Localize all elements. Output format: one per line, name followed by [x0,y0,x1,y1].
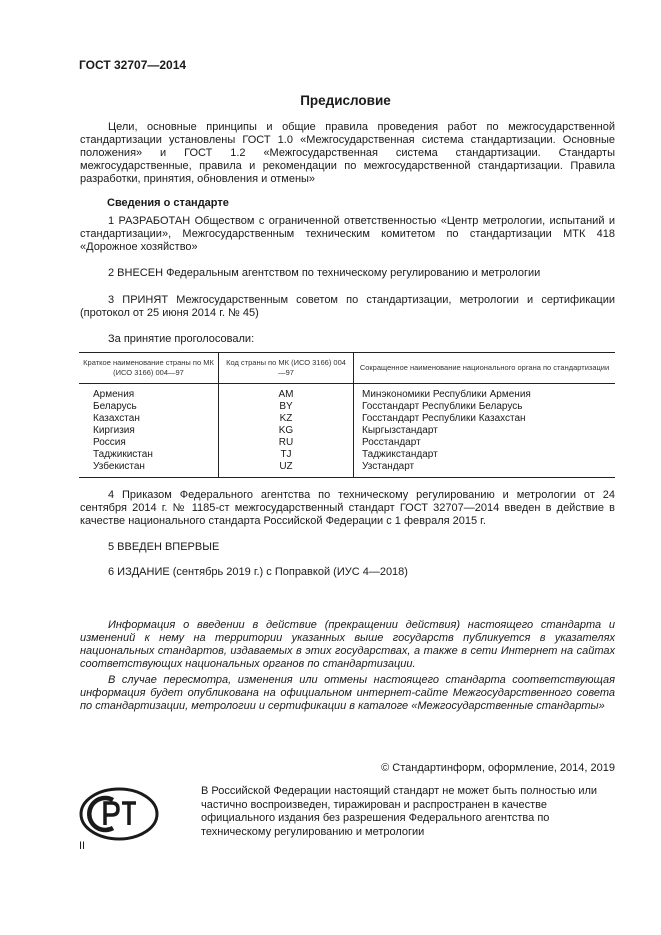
section-heading: Сведения о стандарте [107,197,229,209]
cell-code: UZ [219,461,354,478]
cell-country: Узбекистан [93,461,145,472]
cell-country: Киргизия [93,425,135,436]
item-2-text: 2 ВНЕСЕН Федеральным агентством по техническому регулированию и метрологии [108,267,541,279]
cell-code: TJ [219,449,354,461]
cell-body: Госстандарт Республики Казахстан [354,413,616,425]
item-5 [80,541,615,554]
cell-country: Казахстан [93,413,140,424]
cell-country: Беларусь [93,401,137,412]
page-number: II [79,840,86,852]
document-code: ГОСТ 32707—2014 [79,58,187,72]
cell-code: RU [219,437,354,449]
intro-text: Цели, основные принципы и общие правила проведения работ по межгосударственной стандартизации установлены ГОСТ 1.0 «Межгосударственная система стандартизации. Основные положения» и ГОСТ 1.2 «Межгосударственная система стандартизации. Стандарты межгосударственные, правила и рекомендации по межгосударственной стандартизации. Правила разработки, принятия, обновления и отмены» [80,121,615,185]
cell-code: BY [219,401,354,413]
cell-body: Госстандарт Республики Беларусь [354,401,616,413]
table-row [79,401,615,413]
vote-intro [80,333,615,346]
header-code: Код страны по МК (ИСО 3166) 004—97 [219,353,354,384]
table-row [79,449,615,461]
table-row [79,437,615,449]
item-4 [80,489,615,528]
copyright-notice-text: В Российской Федерации настоящий стандарт не может быть полностью или частично воспроизведен, тиражирован и распространен в качестве официального издания без разрешения Федерального агентства по техническому регулированию и метрологии [201,785,598,838]
cell-body: Росстандарт [354,437,616,449]
header-body: Сокращенное наименование национального органа по стандартизации [354,353,616,384]
copyright-notice [201,785,615,839]
table-row [79,384,615,402]
cell-country: Армения [93,389,135,400]
table-header-row [79,353,615,384]
item-5-text: 5 ВВЕДЕН ВПЕРВЫЕ [108,541,220,553]
copyright-line: © Стандартинформ, оформление, 2014, 2019 [381,762,615,774]
info-note-1-text: Информация о введении в действие (прекращении действия) настоящего стандарта и изменений к нему на территории указанных выше государств публикуется в указателях национальных стандартов, издаваемых в этих государствах, а также в сети Интернет на сайтах соответствующих национальных органов по стандартизации. [80,619,615,670]
info-note-2 [80,674,615,713]
table-row [79,461,615,478]
item-2 [80,267,615,280]
cell-country: Россия [93,437,126,448]
header-country: Краткое наименование страны по МК (ИСО 3166) 004—97 [79,353,219,384]
table-row [79,425,615,437]
item-3-text: 3 ПРИНЯТ Межгосударственным советом по стандартизации, метрологии и сертификации (протокол от 25 июня 2014 г. № 45) [80,294,615,319]
cell-body: Узстандарт [354,461,616,478]
item-3 [80,294,615,320]
cell-code: AM [219,384,354,402]
vote-intro-text: За принятие проголосовали: [108,333,255,345]
item-4-text: 4 Приказом Федерального агентства по техническому регулированию и метрологии от 24 сентября 2014 г. № 1185-ст межгосударственный стандарт ГОСТ 32707—2014 введен в действие в качестве национального стандарта Российской Федерации с 1 февраля 2015 г. [80,489,615,527]
cell-body: Кыргызстандарт [354,425,616,437]
cell-code: KZ [219,413,354,425]
cell-country: Таджикистан [93,449,153,460]
table-row [79,413,615,425]
item-1-text: 1 РАЗРАБОТАН Обществом с ограниченной ответственностью «Центр метрологии, испытаний и стандартизации», Межгосударственным техническим комитетом по стандартизации МТК 418 «Дорожное хозяйство» [80,215,615,253]
item-1 [80,215,615,254]
intro-paragraph [80,121,615,186]
info-note-2-text: В случае пересмотра, изменения или отмены настоящего стандарта соответствующая информация будет опубликована на официальном интернет-сайте Межгосударственного совета по стандартизации, метрологии и сертификации в каталоге «Межгосударственные стандарты» [80,674,615,712]
voting-countries-table [79,352,615,478]
cell-body: Таджикстандарт [354,449,616,461]
rst-certification-logo-icon [79,786,159,847]
info-note-1 [80,619,615,671]
item-6-text: 6 ИЗДАНИЕ (сентябрь 2019 г.) с Поправкой (ИУС 4—2018) [108,566,408,578]
item-6 [80,566,615,579]
cell-code: KG [219,425,354,437]
page-title: Предисловие [300,93,391,108]
cell-body: Минэкономики Республики Армения [354,384,616,402]
